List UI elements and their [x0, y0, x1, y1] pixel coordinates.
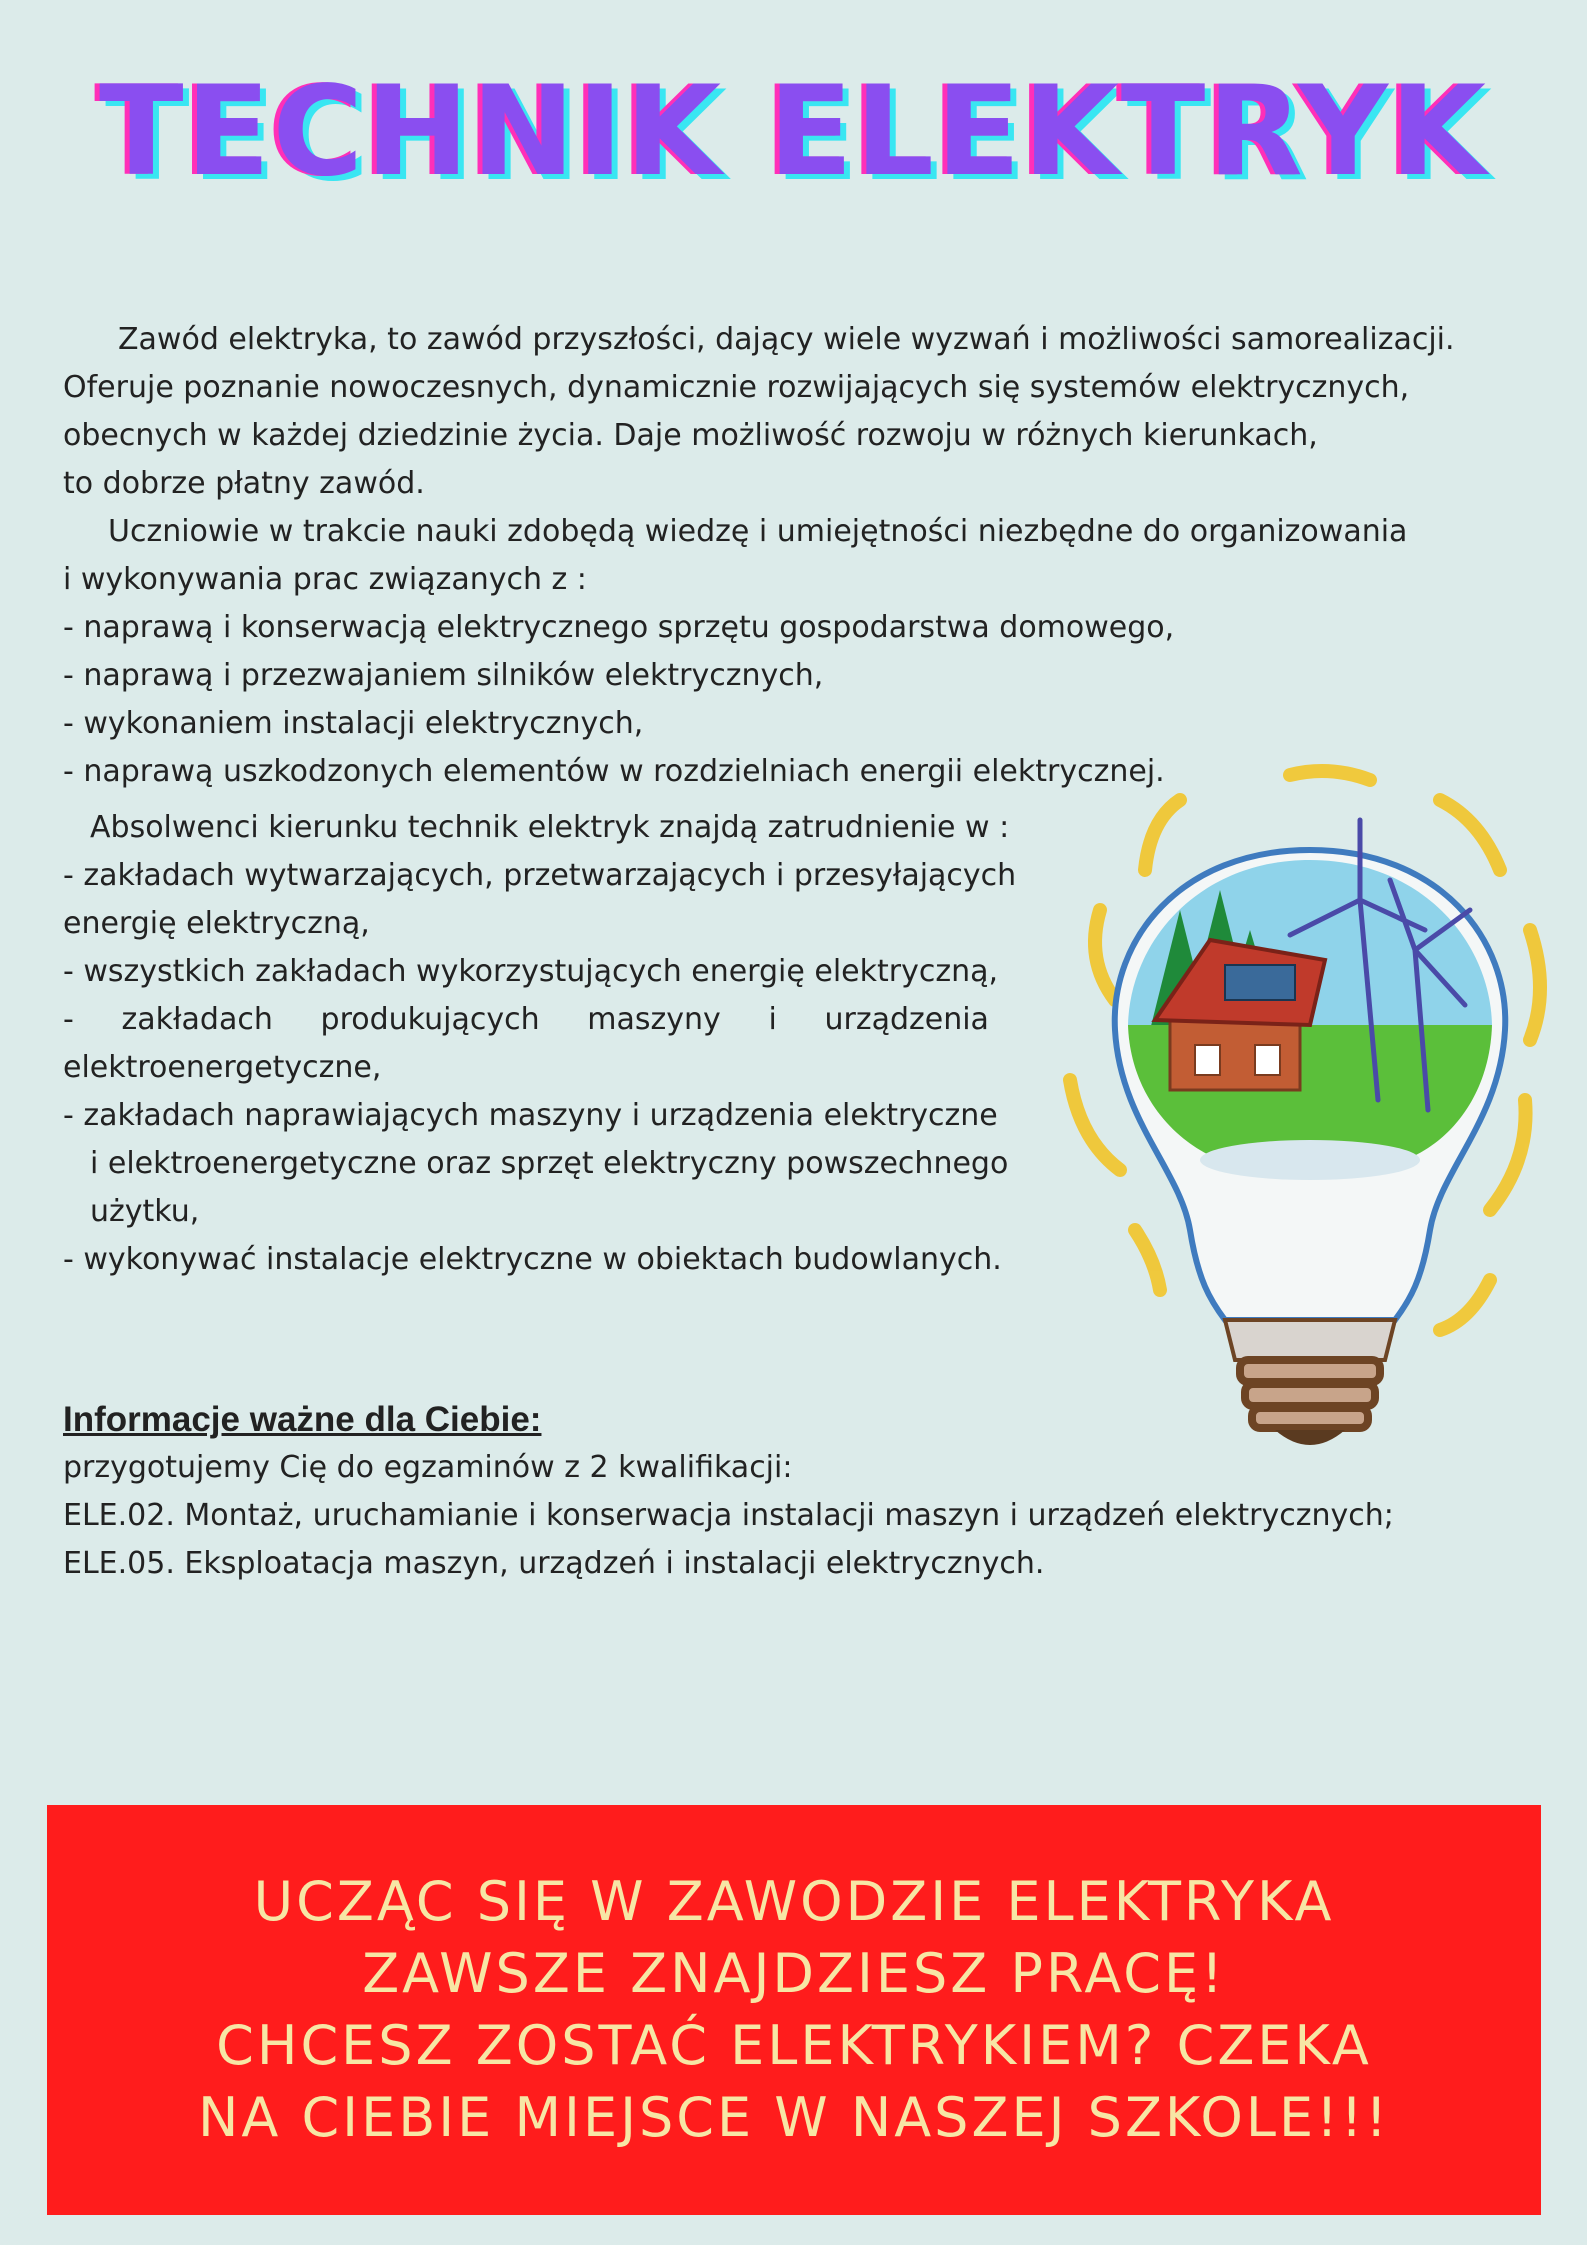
intro-list-item: - wykonaniem instalacji elektrycznych, [63, 706, 644, 741]
graduates-line: użytku, [90, 1194, 200, 1229]
intro-list-item: - naprawą i konserwacją elektrycznego sprzętu gospodarstwa domowego, [63, 610, 1175, 645]
graduates-list-item: - wszystkich zakładach wykorzystujących energię elektryczną, [63, 954, 999, 989]
graduates-line: energię elektryczną, [63, 906, 370, 941]
graduates-line: Absolwenci kierunku technik elektryk znajdą zatrudnienie w : [90, 810, 1010, 845]
banner-line: CHCESZ ZOSTAĆ ELEKTRYKIEM? CZEKA [216, 2014, 1372, 2077]
intro-line: Uczniowie w trakcie nauki zdobędą wiedzę i umiejętności niezbędne do organizowania [108, 514, 1408, 549]
intro-line: Oferuje poznanie nowoczesnych, dynamicznie rozwijających się systemów elektrycznych, [63, 370, 1410, 405]
info-heading: Informacje ważne dla Ciebie: [63, 1400, 542, 1439]
graduates-line: elektroenergetyczne, [63, 1050, 382, 1085]
intro-line: i wykonywania prac związanych z : [63, 562, 587, 597]
graduates-list-item: - zakładach naprawiających maszyny i urządzenia elektryczne [63, 1098, 998, 1133]
banner-line: NA CIEBIE MIEJSCE W NASZEJ SZKOLE!!! [197, 2086, 1391, 2149]
intro-line: obecnych w każdej dziedzinie życia. Daje możliwość rozwoju w różnych kierunkach, [63, 418, 1318, 453]
info-line: przygotujemy Cię do egzaminów z 2 kwalifikacji: [63, 1450, 793, 1485]
intro-list-item: - naprawą uszkodzonych elementów w rozdzielniach energii elektrycznej. [63, 754, 1165, 789]
info-section [63, 1396, 1513, 1588]
page-title: TECHNIK ELEKTRYK [99, 60, 1488, 204]
banner-line: UCZĄC SIĘ W ZAWODZIE ELEKTRYKA [253, 1870, 1335, 1933]
promo-banner [47, 1805, 1541, 2215]
banner-line: ZAWSZE ZNAJDZIESZ PRACĘ! [362, 1942, 1226, 2005]
qualification-item: ELE.02. Montaż, uruchamianie i konserwacja instalacji maszyn i urządzeń elektrycznych; [63, 1498, 1394, 1533]
intro-line: Zawód elektryka, to zawód przyszłości, dający wiele wyzwań i możliwości samorealizacji. [118, 322, 1455, 357]
intro-section [63, 316, 1493, 796]
qualification-item: ELE.05. Eksploatacja maszyn, urządzeń i instalacji elektrycznych. [63, 1546, 1045, 1581]
lightbulb-illustration [1060, 760, 1560, 1460]
intro-list-item: - naprawą i przezwajaniem silników elektrycznych, [63, 658, 824, 693]
graduates-list-item: - zakładach produkujących maszyny i urządzenia [63, 1002, 989, 1037]
graduates-list-item: - wykonywać instalacje elektryczne w obiektach budowlanych. [63, 1242, 1002, 1277]
graduates-line: i elektroenergetyczne oraz sprzęt elektryczny powszechnego [90, 1146, 1009, 1181]
graduates-list-item: - zakładach wytwarzających, przetwarzających i przesyłających [63, 858, 1017, 893]
intro-line: to dobrze płatny zawód. [63, 466, 425, 501]
graduates-section [63, 804, 1078, 1284]
